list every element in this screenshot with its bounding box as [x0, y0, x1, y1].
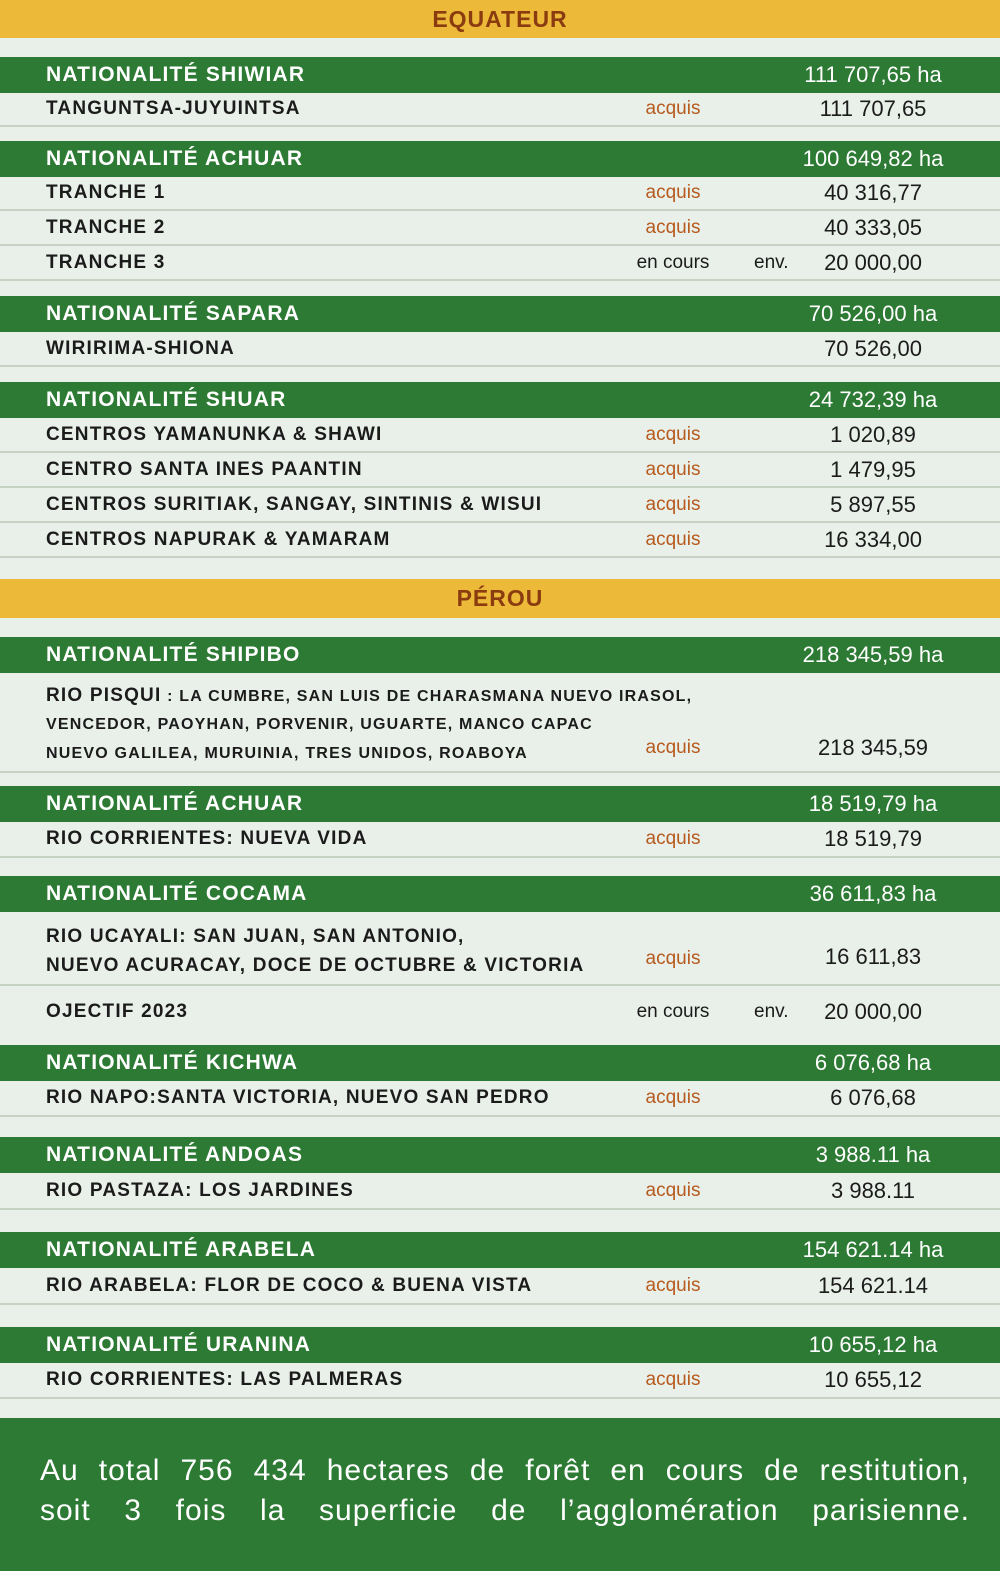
nationality-name: NATIONALITÉ SHUAR [46, 388, 287, 411]
territory-label: RIO PASTAZA: LOS JARDINES [46, 1179, 354, 1201]
territory-label: TRANCHE 3 [46, 251, 166, 273]
nationality-name: NATIONALITÉ KICHWA [46, 1051, 299, 1074]
territory-row [0, 1363, 1000, 1399]
territory-label: OJECTIF 2023 [46, 1001, 189, 1022]
status-label: acquis [645, 948, 701, 969]
status-label: acquis [645, 216, 701, 238]
nationality-total: 111 707,65 ha [804, 62, 942, 87]
status-label: acquis [645, 1369, 701, 1390]
approx-label: env. [754, 1001, 789, 1022]
territory-label: TRANCHE 1 [46, 182, 166, 203]
area-value: 5 897,55 [830, 491, 916, 517]
territory-row [0, 246, 1000, 281]
territory-label: RIO CORRIENTES: NUEVA VIDA [46, 828, 368, 849]
nationality-header-achuar [0, 141, 1000, 177]
territory-label-line2: NUEVO ACURACAY, DOCE DE OCTUBRE & VICTORIA [46, 955, 585, 976]
status-label: acquis [645, 737, 701, 758]
nationality-total: 154 621.14 ha [802, 1237, 944, 1262]
nationality-header-uranina [0, 1327, 1000, 1363]
territory-row [0, 1268, 1000, 1305]
nationality-name: NATIONALITÉ ARABELA [46, 1238, 317, 1261]
nationality-total: 10 655,12 ha [808, 1332, 938, 1357]
nationality-name: NATIONALITÉ URANINA [46, 1333, 312, 1356]
area-value: 1 479,95 [830, 456, 916, 482]
territory-label-line3: NUEVO GALILEA, MURUINIA, TRES UNIDOS, ROABOYA [46, 745, 528, 762]
country-header-perou: PÉROU [0, 579, 1000, 618]
territory-row [0, 822, 1000, 858]
nationality-name: NATIONALITÉ SAPARA [46, 302, 301, 325]
territory-row [0, 453, 1000, 488]
territory-label: RIO ARABELA: FLOR DE COCO & BUENA VISTA [46, 1274, 533, 1296]
nationality-name: NATIONALITÉ ACHUAR [46, 792, 304, 815]
territory-row-multiline [0, 673, 1000, 773]
nationality-total: 18 519,79 ha [808, 791, 938, 816]
summary-footer [0, 1418, 1000, 1571]
area-value: 20 000,00 [824, 999, 922, 1024]
area-value: 40 316,77 [824, 180, 922, 205]
nationality-total: 3 988.11 ha [815, 1142, 931, 1167]
summary-line-2: soit 3 fois la superficie de l’agglomération parisienne. [40, 1494, 970, 1527]
nationality-header-arabela [0, 1232, 1000, 1268]
territory-row [0, 177, 1000, 211]
territory-row [0, 93, 1000, 127]
status-label: acquis [645, 828, 701, 849]
territory-label: TANGUNTSA-JUYUINTSA [46, 98, 301, 119]
area-value: 70 526,00 [824, 335, 922, 361]
status-label: en cours [636, 1001, 710, 1022]
territory-row [0, 332, 1000, 367]
territory-label: WIRIRIMA-SHIONA [46, 337, 235, 359]
area-value: 3 988.11 [830, 1177, 915, 1203]
status-label: acquis [645, 1179, 701, 1201]
status-label: acquis [645, 528, 701, 550]
summary-line-1: Au total 756 434 hectares de forêt en cours de restitution, [40, 1454, 970, 1487]
nationality-total: 36 611,83 ha [809, 881, 937, 906]
nationality-header-achuar [0, 786, 1000, 822]
nationality-total: 6 076,68 ha [814, 1050, 932, 1075]
territory-row [0, 1081, 1000, 1117]
status-label: acquis [645, 493, 701, 515]
approx-label: env. [754, 251, 789, 273]
nationality-name: NATIONALITÉ SHIWIAR [46, 63, 306, 86]
territory-row [0, 211, 1000, 246]
territory-row [0, 418, 1000, 453]
area-value: 10 655,12 [824, 1367, 922, 1392]
territory-row-multiline [0, 912, 1000, 986]
country-header-equateur: EQUATEUR [0, 0, 1000, 38]
area-value: 6 076,68 [830, 1085, 916, 1110]
area-value: 18 519,79 [824, 826, 922, 851]
territory-label-detail: : LA CUMBRE, SAN LUIS DE CHARASMANA NUEVO IRASOL, [161, 688, 693, 705]
territory-row [0, 1173, 1000, 1210]
nationality-name: NATIONALITÉ ANDOAS [46, 1143, 304, 1166]
area-value: 154 621.14 [817, 1272, 929, 1298]
territory-label-line2: VENCEDOR, PAOYHAN, PORVENIR, UGUARTE, MANCO CAPAC [46, 716, 593, 733]
nationality-total: 24 732,39 ha [808, 387, 938, 412]
territory-label: CENTROS YAMANUNKA & SHAWI [46, 423, 383, 445]
nationality-name: NATIONALITÉ COCAMA [46, 882, 308, 905]
territory-label-main: RIO PISQUI [46, 685, 162, 706]
area-value: 40 333,05 [824, 214, 922, 240]
territory-row [0, 488, 1000, 523]
status-label: acquis [645, 182, 701, 203]
nationality-name: NATIONALITÉ ACHUAR [46, 147, 304, 170]
territory-label: TRANCHE 2 [46, 216, 166, 238]
nationality-header-shiwiar [0, 57, 1000, 93]
nationality-total: 70 526,00 ha [808, 301, 938, 326]
territory-label: CENTRO SANTA INES PAANTIN [46, 458, 363, 480]
area-value: 16 334,00 [824, 526, 922, 552]
nationality-header-cocama [0, 876, 1000, 912]
territory-label: CENTROS NAPURAK & YAMARAM [46, 528, 391, 550]
territory-label: CENTROS SURITIAK, SANGAY, SINTINIS & WISUI [46, 493, 543, 515]
nationality-header-sapara [0, 296, 1000, 332]
territory-label-line1: RIO UCAYALI: SAN JUAN, SAN ANTONIO, [46, 926, 465, 947]
status-label: acquis [645, 458, 701, 480]
nationality-header-shipibo [0, 637, 1000, 673]
area-value: 16 611,83 [824, 944, 922, 969]
territory-label: RIO NAPO:SANTA VICTORIA, NUEVO SAN PEDRO [46, 1087, 550, 1108]
nationality-header-andoas [0, 1137, 1000, 1173]
status-label: acquis [645, 98, 701, 119]
nationality-total: 100 649,82 ha [802, 146, 944, 171]
area-value: 111 707,65 [819, 96, 927, 121]
nationality-header-kichwa [0, 1045, 1000, 1081]
nationality-name: NATIONALITÉ SHIPIBO [46, 643, 301, 666]
status-label: acquis [645, 1087, 701, 1108]
territory-row [0, 523, 1000, 558]
nationality-header-shuar [0, 382, 1000, 418]
territory-label: RIO CORRIENTES: LAS PALMERAS [46, 1369, 404, 1390]
status-label: acquis [645, 1274, 701, 1296]
status-label: acquis [645, 423, 701, 445]
status-label: en cours [636, 251, 710, 273]
area-value: 1 020,89 [830, 421, 916, 447]
nationality-total: 218 345,59 ha [802, 642, 944, 667]
area-value: 20 000,00 [824, 249, 922, 275]
area-value: 218 345,59 [817, 735, 929, 760]
territory-row [0, 990, 1000, 1034]
